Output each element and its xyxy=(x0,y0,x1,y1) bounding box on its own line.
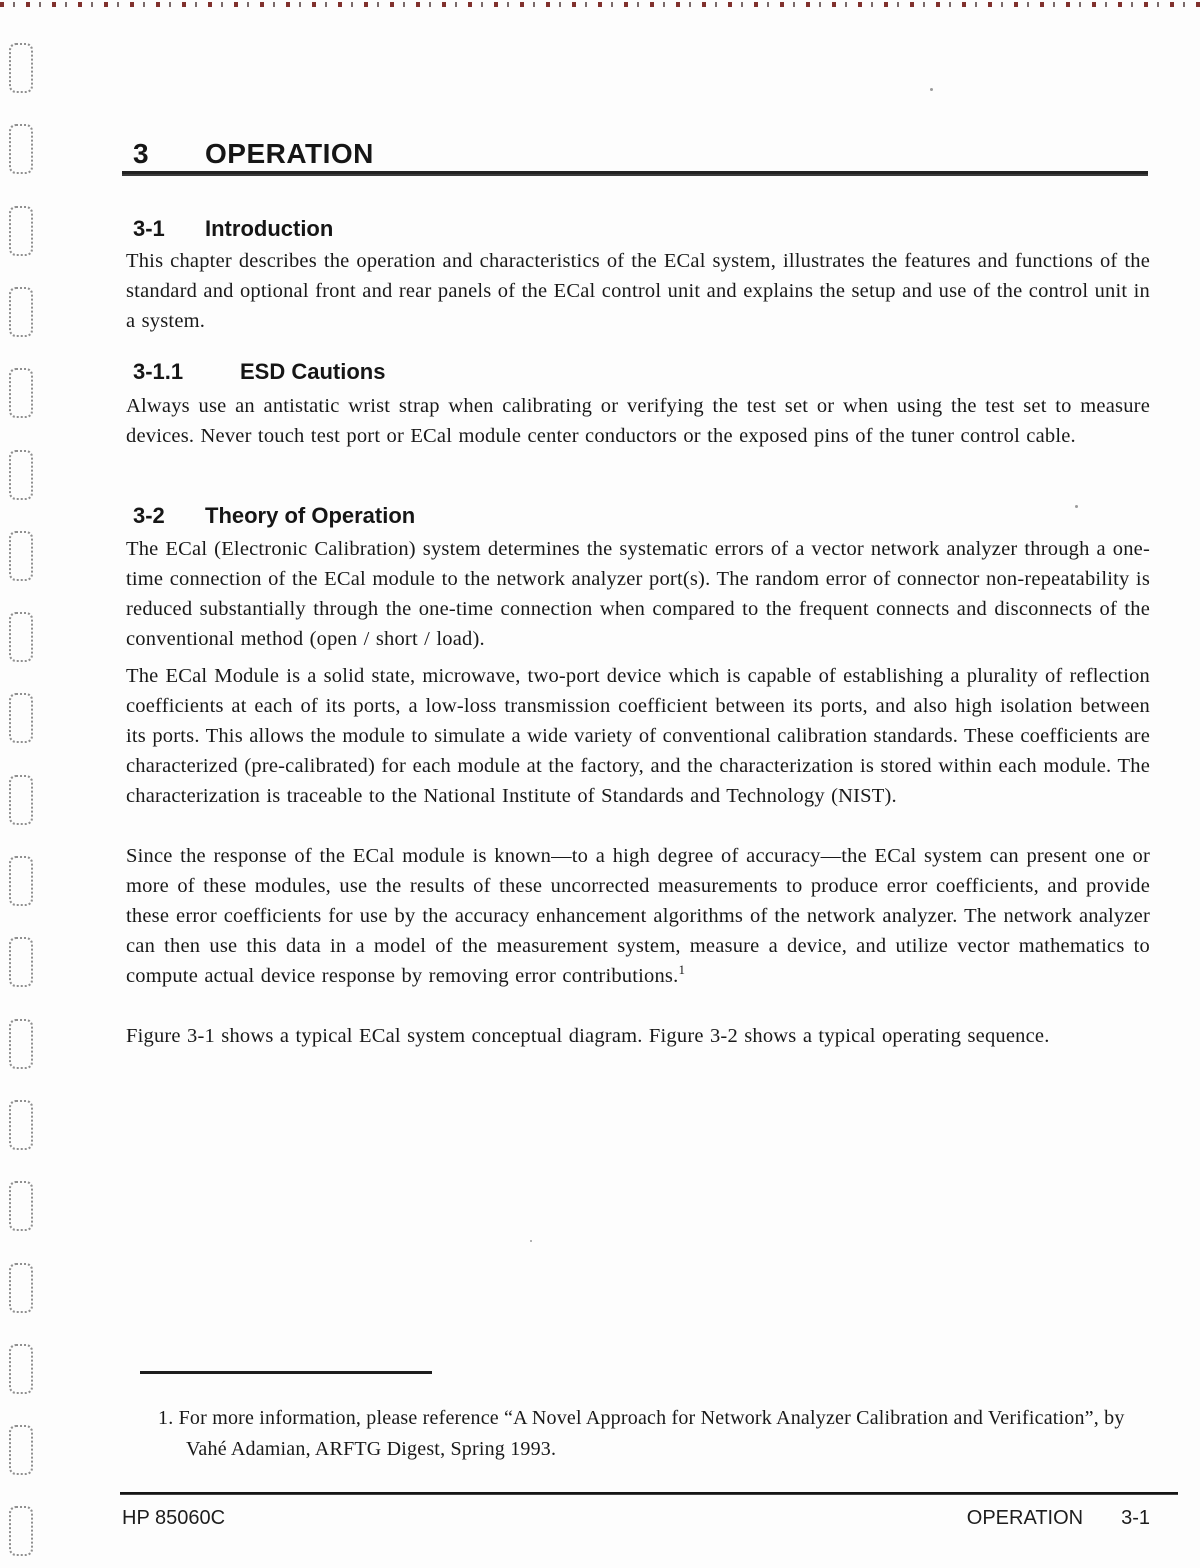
chapter-heading xyxy=(133,138,374,170)
binder-hole xyxy=(9,287,33,337)
scan-noise-dot xyxy=(1075,505,1078,508)
binder-hole xyxy=(9,43,33,93)
section-heading-esd-cautions xyxy=(133,359,385,385)
binder-hole xyxy=(9,450,33,500)
paragraph-introduction: This chapter describes the operation and characteristics of the ECal system, illustrates the features and functions of the standard and optional front and rear panels of the ECal control unit and explains the setup and use of the control unit in a system. xyxy=(126,250,1150,332)
binder-hole xyxy=(9,1181,33,1231)
chapter-heading-rule xyxy=(122,171,1148,176)
section-title: Introduction xyxy=(205,216,334,241)
section-number: 3-1.1 xyxy=(133,359,184,384)
binder-hole xyxy=(9,1344,33,1394)
binder-hole xyxy=(9,124,33,174)
binder-hole xyxy=(9,693,33,743)
binder-hole xyxy=(9,1506,33,1556)
binder-hole xyxy=(9,368,33,418)
footer-document-number: HP 85060C xyxy=(122,1507,226,1529)
footnote-separator-rule xyxy=(140,1371,432,1374)
section-number: 3-1 xyxy=(133,216,165,241)
scan-noise-dot xyxy=(930,88,933,91)
footnote-text: For more information, please reference “A Novel Approach for Network Analyzer Calibration and Verification”, by Vahé Adamian, ARFTG Digest, Spring 1993. xyxy=(178,1407,1125,1460)
binder-hole xyxy=(9,612,33,662)
paragraph-text: Since the response of the ECal module is known—to a high degree of accuracy—the ECal system can present one or more of these modules, use the results of these uncorrected measurements to produce error coefficients, and provide these error coefficients for use by the accuracy enhancement algorithms of the network analyzer. The network analyzer can then use this data in a model of the measurement system, measure a device, and utilize vector mathematics to compute actual device response by removing error contributions. xyxy=(126,845,1150,987)
binder-hole xyxy=(9,1100,33,1150)
paragraph-theory-2: The ECal Module is a solid state, microwave, two-port device which is capable of establishing a plurality of reflection coefficients at each of its ports, a low-loss transmission coefficient between its ports, and also high isolation between its ports. This allows the module to simulate a wide variety of conventional calibration standards. These coefficients are characterized (pre-calibrated) for each module at the factory, and the characterization is stored within each module. The characterization is traceable to the National Institute of Standards and Technology (NIST). xyxy=(126,665,1150,807)
binder-hole xyxy=(9,856,33,906)
binder-hole xyxy=(9,775,33,825)
binder-hole xyxy=(9,937,33,987)
footer-chapter-name: OPERATION xyxy=(966,1507,1084,1529)
binder-hole xyxy=(9,1263,33,1313)
footer-rule xyxy=(120,1492,1178,1495)
footnote-reference: 1 xyxy=(678,962,686,978)
section-heading-theory-of-operation xyxy=(133,503,415,529)
footnote xyxy=(158,1403,1154,1465)
paragraph-theory-3 xyxy=(126,841,1150,991)
section-number: 3-2 xyxy=(133,503,165,528)
binder-hole xyxy=(9,1019,33,1069)
footnote-marker: 1. xyxy=(158,1407,174,1429)
section-title: ESD Cautions xyxy=(240,359,386,384)
paragraph-figures: Figure 3-1 shows a typical ECal system conceptual diagram. Figure 3-2 shows a typical operating sequence. xyxy=(126,1025,1050,1047)
section-heading-introduction xyxy=(133,216,333,242)
binder-hole xyxy=(9,531,33,581)
paragraph-esd-cautions: Always use an antistatic wrist strap when calibrating or verifying the test set or when using the test set to measure devices. Never touch test port or ECal module center conductors or the exposed pins of the tuner control cable. xyxy=(126,395,1150,447)
chapter-title: OPERATION xyxy=(205,138,374,169)
footer-right-group xyxy=(967,1507,1150,1530)
scan-noise-dot xyxy=(530,1240,532,1242)
chapter-number: 3 xyxy=(133,138,150,169)
binder-hole xyxy=(9,1425,33,1475)
scan-top-edge-dotted-line xyxy=(0,2,1200,7)
section-title: Theory of Operation xyxy=(205,503,416,528)
paragraph-theory-1: The ECal (Electronic Calibration) system determines the systematic errors of a vector network analyzer through a one-time connection of the ECal module to the network analyzer port(s). The random error of connector non-repeatability is reduced substantially through the one-time connection when compared to the frequent connects and disconnects of the conventional method (open / short / load). xyxy=(126,538,1150,650)
binder-hole xyxy=(9,206,33,256)
footer-page-number: 3-1 xyxy=(1121,1507,1150,1529)
